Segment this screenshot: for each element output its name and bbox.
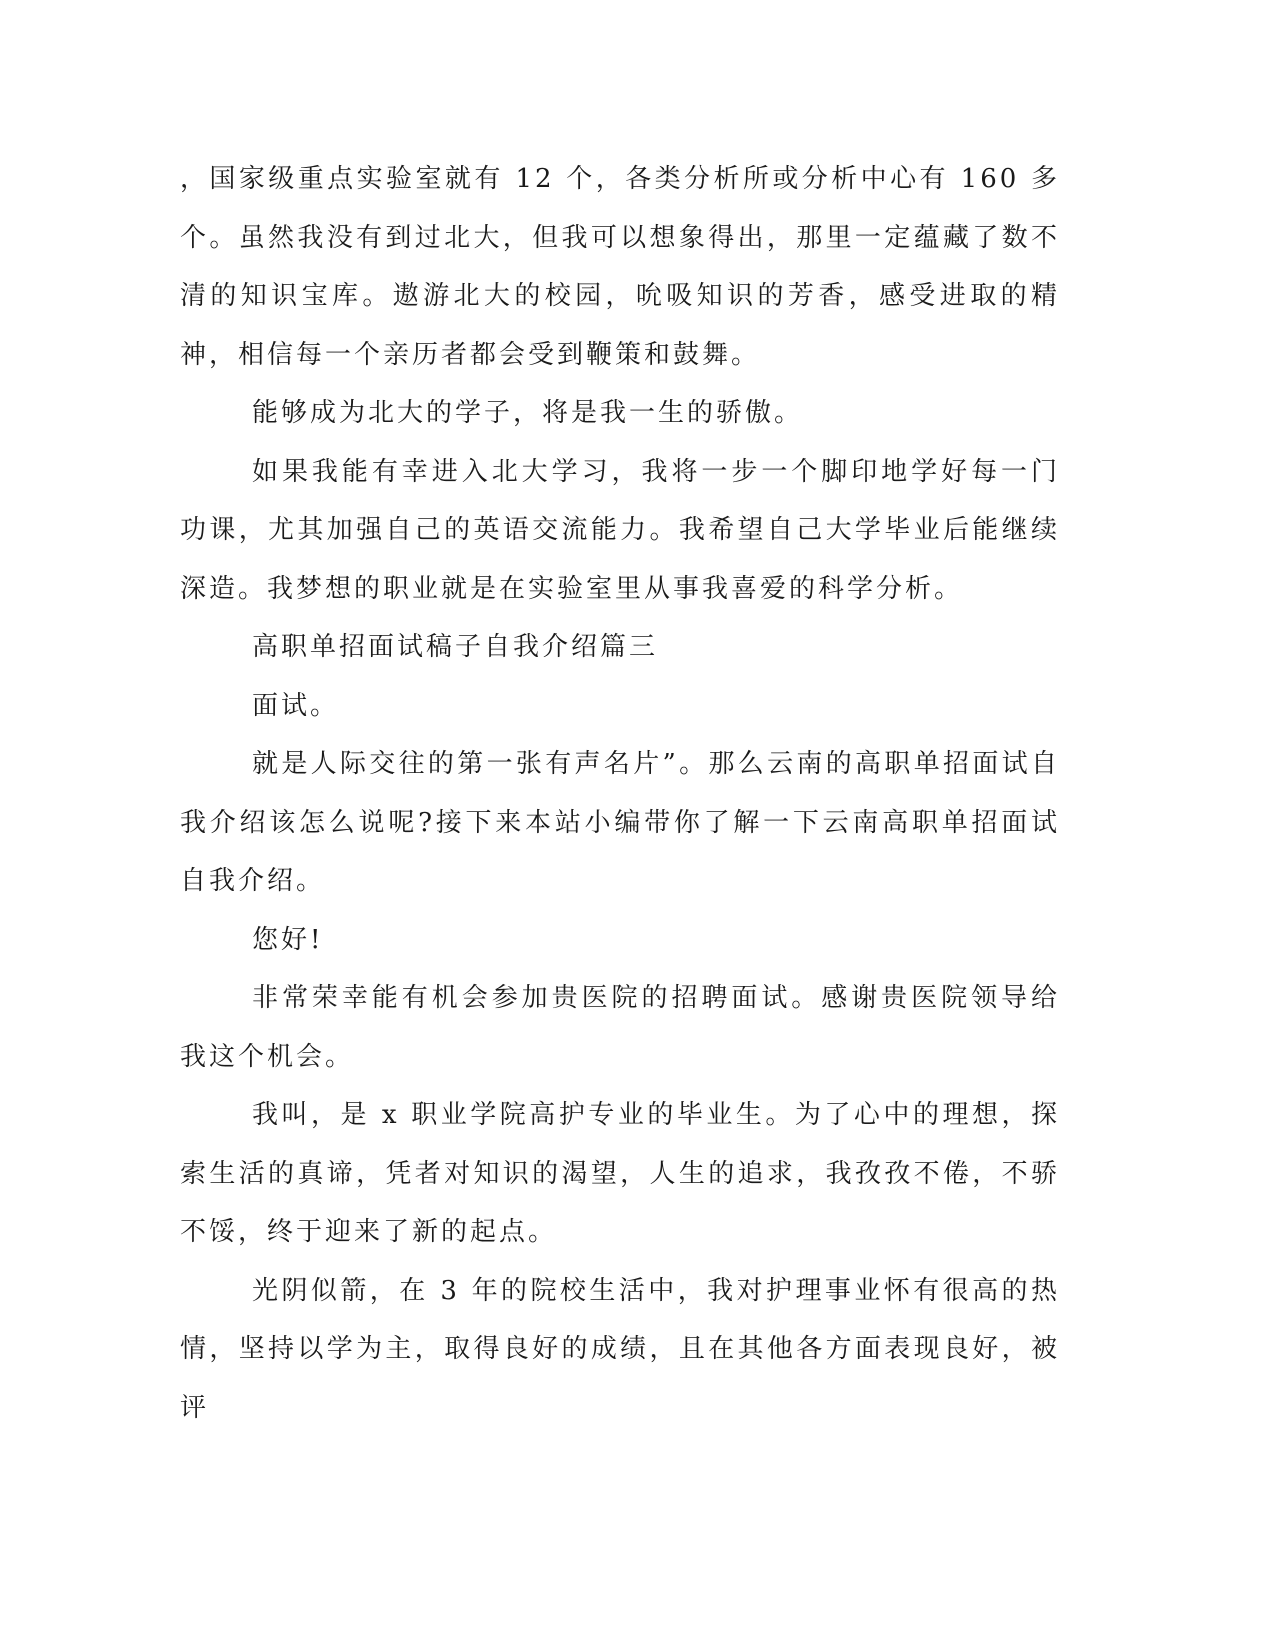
paragraph: 我叫，是 x 职业学院高护专业的毕业生。为了心中的理想，探索生活的真谛，凭者对知识的渴望，人生的追求，我孜孜不倦，不骄不馁，终于迎来了新的起点。	[180, 1100, 1060, 1247]
section-heading: 高职单招面试稿子自我介绍篇三	[252, 632, 659, 662]
paragraph: 非常荣幸能有机会参加贵医院的招聘面试。感谢贵医院领导给我这个机会。	[180, 983, 1060, 1072]
paragraph: 如果我能有幸进入北大学习，我将一步一个脚印地学好每一门功课，尤其加强自己的英语交流能力。我希望自己大学毕业后能继续深造。我梦想的职业就是在实验室里从事我喜爱的科学分析。	[180, 456, 1060, 604]
paragraph: 能够成为北大的学子，将是我一生的骄傲。	[252, 398, 804, 428]
paragraph: 光阴似箭，在 3 年的院校生活中，我对护理事业怀有很高的热情，坚持以学为主，取得良好的成绩，且在其他各方面表现良好，被评	[180, 1275, 1060, 1423]
paragraph: 面试。	[252, 690, 340, 721]
paragraph: ，国家级重点实验室就有 12 个，各类分析所或分析中心有 160 多个。虽然我没有到过北大，但我可以想象得出，那里一定蕴藏了数不清的知识宝库。遨游北大的校园，吮吸知识的芳香，感受进取的精神，相信每一个亲历者都会受到鞭策和鼓舞。	[180, 164, 1060, 370]
document-body	[180, 150, 1060, 1437]
greeting: 您好!	[252, 924, 324, 955]
paragraph: 就是人际交往的第一张有声名片”。那么云南的高职单招面试自我介绍该怎么说呢?接下来本站小编带你了解一下云南高职单招面试自我介绍。	[180, 749, 1060, 896]
